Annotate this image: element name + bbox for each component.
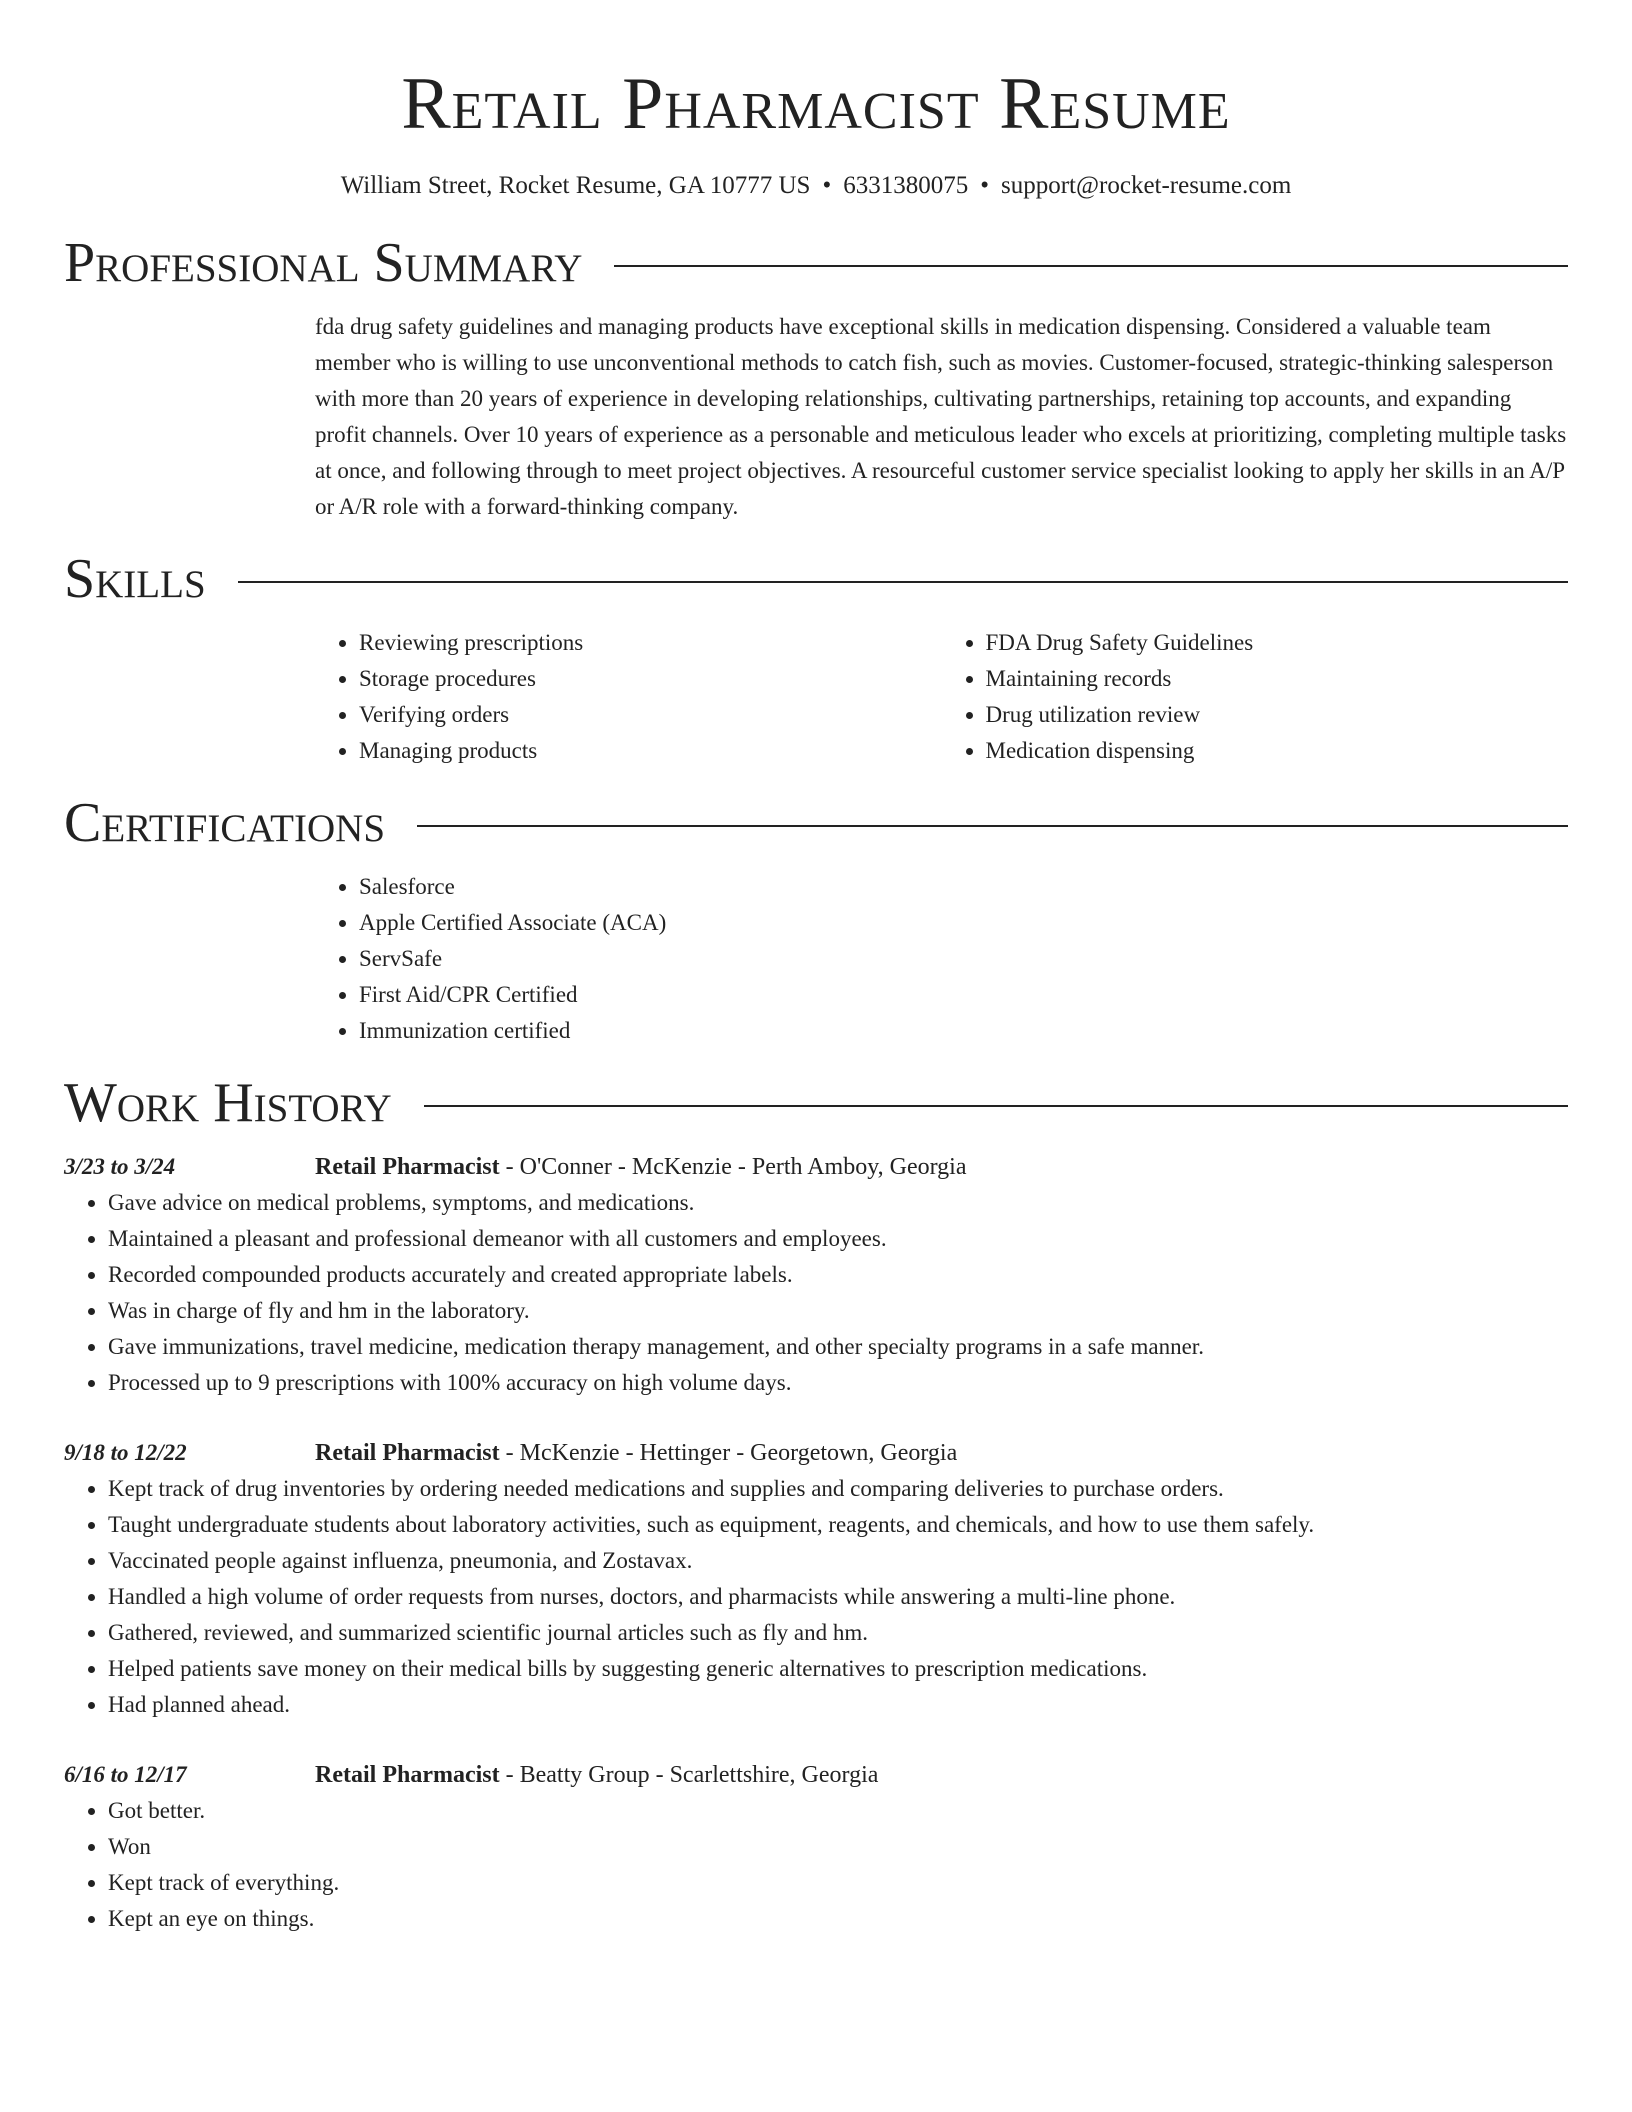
job-heading [315,1757,878,1793]
certification-item: • ServSafe [359,941,1568,977]
job-heading [315,1149,967,1185]
contact-line [64,170,1568,202]
skills-section-header [64,547,1568,611]
job-heading [315,1435,957,1471]
section-divider [614,265,1568,267]
contact-phone: 6331380075 [843,172,969,199]
section-divider [424,1105,1568,1107]
skill-item: • Maintaining records [986,661,1569,697]
summary-heading: Professional Summary [64,232,583,294]
resume-title: Retail Pharmacist Resume [401,63,1231,145]
summary-text: fda drug safety guidelines and managing products have exceptional skills in medication dispensing. Considered a valuable team member who is willing to use unconventional methods to catch fish, such as movies. Customer-focused, strategic-thinking salesperson with more than 20 years of experience in developing relationships, cultivating partnerships, retaining top accounts, and expanding profit channels. Over 10 years of experience as a personable and meticulous leader who excels at prioritizing, completing multiple tasks at once, and following through to meet project objectives. A resourceful customer service specialist looking to apply her skills in an A/P or A/R role with a forward-thinking company. [315,314,1567,519]
job-employer: - Beatty Group - Scarlettshire, Georgia [499,1762,879,1788]
certifications-heading: Certifications [64,792,386,854]
job-title: Retail Pharmacist [315,1762,500,1788]
skill-item: • Managing products [359,733,942,769]
work-section-header [64,1071,1568,1135]
certifications-body [315,869,1568,1049]
job-duty: • Kept track of everything. [108,1865,1568,1901]
certification-item: • Immunization certified [359,1013,1568,1049]
contact-separator: • [980,172,989,199]
summary-body [315,309,1568,525]
certifications-list [315,869,1568,1049]
skills-heading: Skills [64,548,206,610]
skills-list-left [315,625,942,769]
skill-item: • Reviewing prescriptions [359,625,942,661]
certifications-section-header [64,791,1568,855]
skill-item: • Storage procedures [359,661,942,697]
job-employer: - O'Conner - McKenzie - Perth Amboy, Georgia [499,1154,967,1180]
job-entry [64,1435,1568,1723]
certification-item: • Salesforce [359,869,1568,905]
job-duty: • Gathered, reviewed, and summarized scientific journal articles such as fly and hm. [108,1615,1568,1651]
job-duty: • Was in charge of fly and hm in the laboratory. [108,1293,1568,1329]
job-duty: • Got better. [108,1793,1568,1829]
job-duty: • Kept an eye on things. [108,1901,1568,1937]
work-heading: Work History [64,1072,392,1134]
job-duties [64,1185,1568,1401]
job-duties [64,1471,1568,1723]
job-duty: • Vaccinated people against influenza, pneumonia, and Zostavax. [108,1543,1568,1579]
job-employer: - McKenzie - Hettinger - Georgetown, Georgia [499,1440,958,1466]
job-header [64,1149,1568,1185]
job-header [64,1435,1568,1471]
contact-separator: • [822,172,832,199]
job-duty: • Helped patients save money on their medical bills by suggesting generic alternatives to prescription medications. [108,1651,1568,1687]
job-title: Retail Pharmacist [315,1154,500,1180]
job-dates: 9/18 to 12/22 [64,1440,187,1465]
job-entry [64,1149,1568,1401]
section-divider [238,581,1568,583]
job-entry [64,1757,1568,1937]
job-dates: 6/16 to 12/17 [64,1762,187,1787]
job-duty: • Maintained a pleasant and professional demeanor with all customers and employees. [108,1221,1568,1257]
job-duty: • Gave advice on medical problems, symptoms, and medications. [108,1185,1568,1221]
contact-address: William Street, Rocket Resume, GA 10777 US [340,172,811,199]
summary-section-header [64,231,1568,295]
job-dates: 3/23 to 3/24 [64,1154,176,1179]
job-duty: • Recorded compounded products accurately and created appropriate labels. [108,1257,1568,1293]
certification-item: • First Aid/CPR Certified [359,977,1568,1013]
contact-email: support@rocket-resume.com [1001,172,1292,199]
job-duty: • Processed up to 9 prescriptions with 100% accuracy on high volume days. [108,1365,1568,1401]
job-duty: • Taught undergraduate students about laboratory activities, such as equipment, reagents, and chemicals, and how to use them safely. [108,1507,1568,1543]
skill-item: • Verifying orders [359,697,942,733]
skills-grid [315,625,1568,769]
skill-item: • FDA Drug Safety Guidelines [986,625,1569,661]
job-header [64,1757,1568,1793]
job-duty: • Had planned ahead. [108,1687,1568,1723]
job-duties [64,1793,1568,1937]
skill-item: • Medication dispensing [986,733,1569,769]
job-duty: • Handled a high volume of order requests from nurses, doctors, and pharmacists while answering a multi-line phone. [108,1579,1568,1615]
skills-list-right [942,625,1569,769]
job-duty: • Won [108,1829,1568,1865]
skill-item: • Drug utilization review [986,697,1569,733]
job-duty: • Gave immunizations, travel medicine, medication therapy management, and other specialty programs in a safe manner. [108,1329,1568,1365]
section-divider [417,825,1568,827]
job-title: Retail Pharmacist [315,1440,500,1466]
job-duty: • Kept track of drug inventories by ordering needed medications and supplies and comparing deliveries to purchase orders. [108,1471,1568,1507]
certification-item: • Apple Certified Associate (ACA) [359,905,1568,941]
